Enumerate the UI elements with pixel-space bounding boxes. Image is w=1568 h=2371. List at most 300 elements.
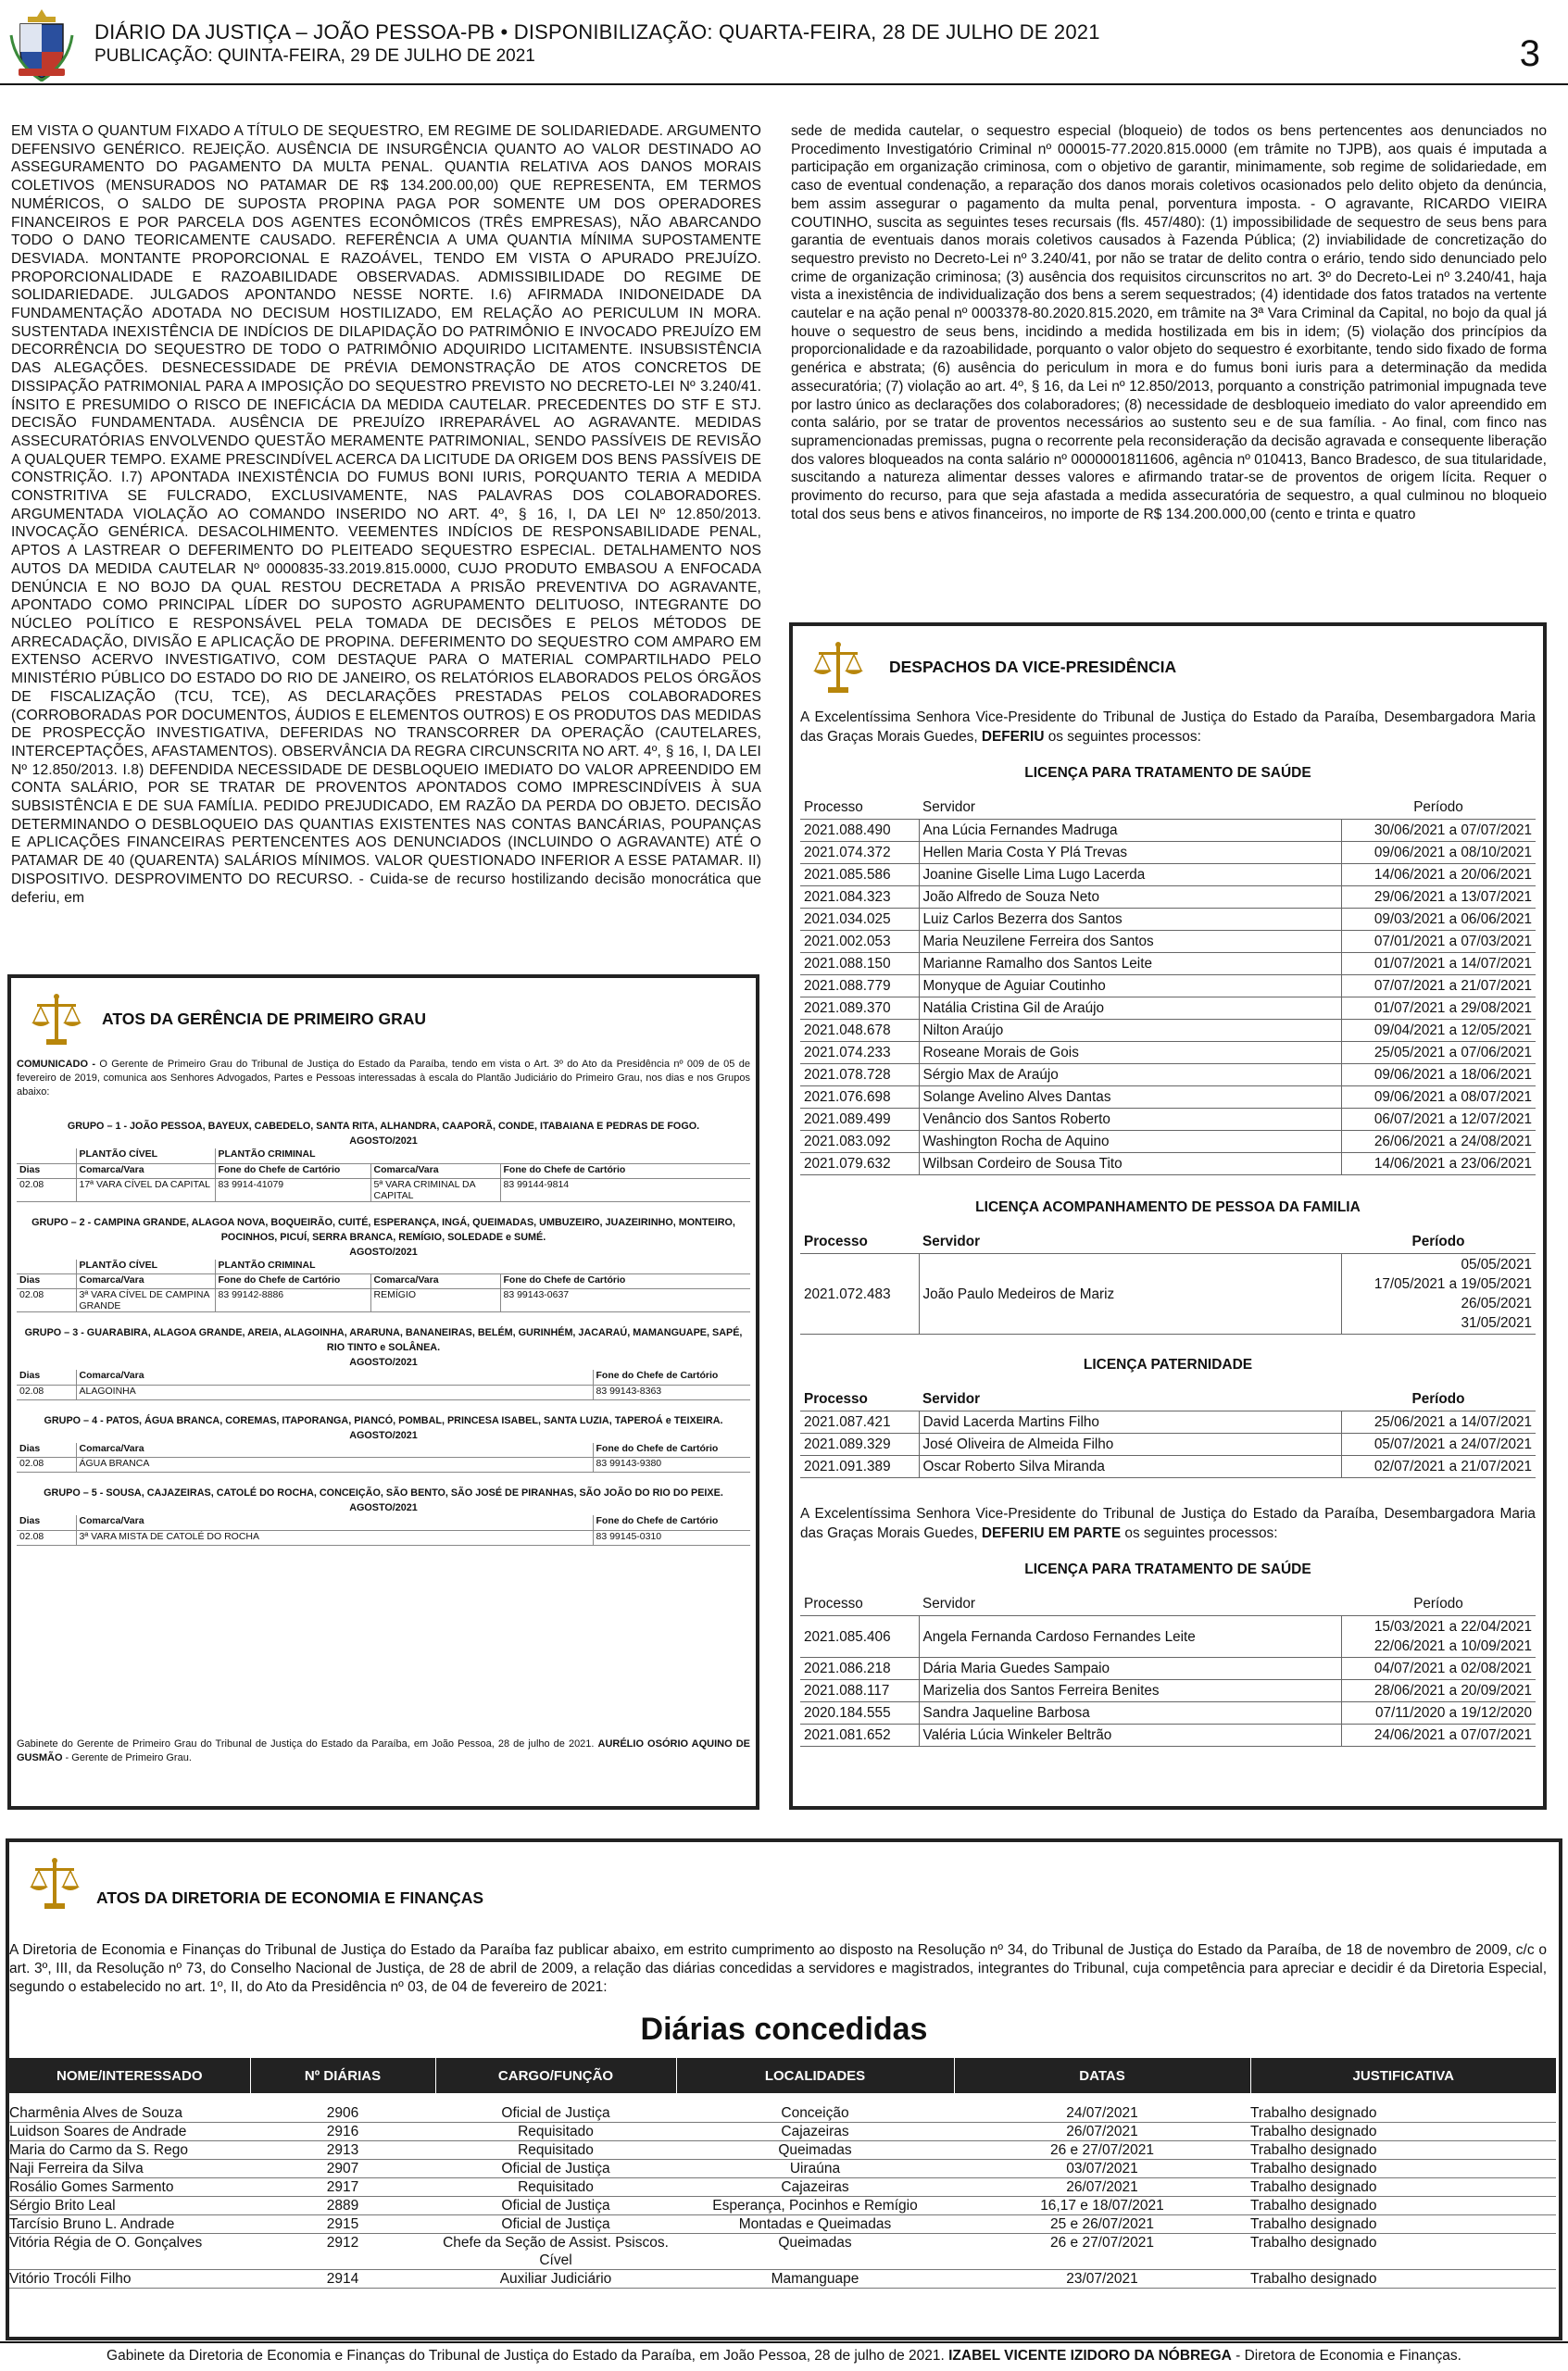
cell-comarca: 3ª VARA MISTA DE CATOLÉ DO ROCHA [76, 1530, 593, 1545]
group-month: AGOSTO/2021 [349, 1135, 418, 1147]
cell-processo: 2021.085.406 [800, 1616, 919, 1658]
cell-justificativa: Trabalho designado [1250, 2160, 1556, 2178]
plantao-table [17, 1370, 750, 1400]
table-row [800, 864, 1536, 886]
cell-nome: Tarcísio Bruno L. Andrade [9, 2215, 250, 2234]
cell-diarias: 2912 [250, 2234, 435, 2270]
page-header [0, 0, 1568, 89]
table-row [800, 1153, 1536, 1175]
t4-header-servidor: Servidor [919, 1592, 1341, 1616]
cell-localidades: Montadas e Queimadas [676, 2215, 954, 2234]
cell-processo: 2021.074.233 [800, 1042, 919, 1064]
table-row [800, 1680, 1536, 1702]
cell-processo: 2021.089.329 [800, 1434, 919, 1456]
spacer-row [9, 2093, 1556, 2104]
cell-justificativa: Trabalho designado [1250, 2178, 1556, 2197]
cell-nome: Maria do Carmo da S. Rego [9, 2141, 250, 2160]
scales-of-justice-icon [809, 639, 867, 696]
empty-cell [17, 1148, 76, 1163]
cell-processo: 2021.091.389 [800, 1456, 919, 1478]
group-title: GRUPO – 5 - SOUSA, CAJAZEIRAS, CATOLÉ DO ROCHA, CONCEIÇÃO, SÃO BENTO, SÃO JOSÉ DE PIRANHAS, SÃO JOÃO DO RIO DO PEIXE. [44, 1487, 723, 1499]
cell-processo: 2021.078.728 [800, 1064, 919, 1086]
t1-header-servidor: Servidor [919, 796, 1341, 820]
cell-datas: 26/07/2021 [954, 2178, 1250, 2197]
cell-fone: 83 99143-9380 [593, 1458, 750, 1473]
table-row [800, 842, 1536, 864]
t2-title: LICENÇA ACOMPANHAMENTO DE PESSOA DA FAMILIA [975, 1199, 1361, 1215]
table-row [800, 1109, 1536, 1131]
cell-servidor: Hellen Maria Costa Y Plá Trevas [919, 842, 1341, 864]
table-row [800, 886, 1536, 909]
cell-fone: 83 99143-8363 [593, 1385, 750, 1399]
cell-processo: 2021.085.586 [800, 864, 919, 886]
comunicado-label: COMUNICADO - [17, 1059, 96, 1070]
cell-processo: 2021.089.370 [800, 997, 919, 1020]
cell-nome: Naji Ferreira da Silva [9, 2160, 250, 2178]
group-title: GRUPO – 1 - JOÃO PESSOA, BAYEUX, CABEDELO, SANTA RITA, ALHANDRA, CAAPORÃ, CONDE, ITABAIANA E PEDRAS DE FOGO. [67, 1121, 700, 1132]
cell-diarias: 2914 [250, 2270, 435, 2289]
cell-periodo: 06/07/2021 a 12/07/2021 [1341, 1109, 1536, 1131]
header-cell: Fone do Chefe de Cartório [500, 1274, 750, 1289]
plantao-table [17, 1148, 750, 1202]
footer-divider [0, 2341, 1568, 2343]
cell-processo: 2021.034.025 [800, 909, 919, 931]
cell-periodo: 07/07/2021 a 21/07/2021 [1341, 975, 1536, 997]
cell-diarias: 2916 [250, 2123, 435, 2141]
cell-localidades: Queimadas [676, 2234, 954, 2270]
plantao-header-row [17, 1163, 750, 1178]
table-row [800, 1042, 1536, 1064]
cell-nome: Vitório Trocóli Filho [9, 2270, 250, 2289]
table-row [17, 1289, 750, 1312]
table-row [800, 1020, 1536, 1042]
cell-processo: 2021.087.421 [800, 1411, 919, 1434]
cell-processo: 2021.072.483 [800, 1254, 919, 1335]
table-row [9, 2215, 1556, 2234]
plantao-table [17, 1443, 750, 1474]
table-row [800, 1456, 1536, 1478]
plantao-table [17, 1515, 750, 1546]
cell-dia: 02.08 [17, 1530, 76, 1545]
closing-role: - Gerente de Primeiro Grau. [62, 1752, 192, 1763]
cell-periodo: 26/06/2021 a 24/08/2021 [1341, 1131, 1536, 1153]
cell-servidor: Washington Rocha de Aquino [919, 1131, 1341, 1153]
coat-of-arms-icon [9, 7, 74, 82]
table-row [17, 1458, 750, 1473]
cell-servidor: Venâncio dos Santos Roberto [919, 1109, 1341, 1131]
header-cell: Fone do Chefe de Cartório [593, 1370, 750, 1385]
cell-processo: 2021.088.150 [800, 953, 919, 975]
spacer-cell [9, 2093, 1556, 2104]
closing-name: AURÉLIO OSÓRIO AQUINO DE GUSMÃO [17, 1738, 750, 1763]
plantao-civel-label: PLANTÃO CÍVEL [76, 1260, 215, 1274]
t3-header-periodo: Período [1341, 1387, 1536, 1411]
plantao-groups [17, 1106, 750, 1546]
cell-periodo: 01/07/2021 a 14/07/2021 [1341, 953, 1536, 975]
table-row [800, 997, 1536, 1020]
periodo-line: 31/05/2021 [1461, 1315, 1532, 1331]
cell-comarca2: REMÍGIO [370, 1289, 500, 1312]
licenca-saude-table [800, 796, 1536, 1175]
licenca-paternidade-table [800, 1387, 1536, 1478]
header-cell: Comarca/Vara [76, 1515, 593, 1530]
table-row [800, 1254, 1536, 1335]
right-column-text: sede de medida cautelar, o sequestro especial (bloqueio) de todos os bens pertencentes aos denunciados no Procedimento Investigatório Criminal nº 000015-77.2020.815.0000 (em trâmite no TJPB), aos quais é imputada a participação em organização criminosa, com o objetivo de garantir, minimamente, sob regime de solidariedade, em caso de eventual condenação, a reparação dos danos morais coletivos ocasionados pelo delito objeto da denúncia, bem assim assegurar o pagamento da multa penal, porventura imposta. - O agravante, RICARDO VIEIRA COUTINHO, suscita as seguintes teses recursais (fls. 457/480): (1) impossibilidade de sequestro de seus bens para garantia de eventuais danos morais coletivos causados à Fazenda Pública; (2) inviabilidade de concretização do sequestro previsto no Decreto-Lei nº 3.240/41, por não se tratar de delito contra o erário, tendo sido denunciado pelo crime de organização criminosa; (3) ausência dos requisitos circunscritos no art. 3º do Decreto-Lei nº 3.240/41, haja vista a inexistência de individualização dos bens a serem sequestrados; (4) identidade dos fatos tratados na vertente cautelar e na ação penal nº 0003378-80.2020.815.2020, em trâmite na 3ª Vara Criminal da Capital, no bojo da qual já houve o sequestro de seus bens, incidindo a medida hostilizada em bis in idem; (5) violação dos princípios da proporcionalidade e da razoabilidade, porquanto o valor objeto do sequestro é exorbitante, tendo sido fixado de forma genérica e abstrata; (6) ausência do periculum in mora e do fumus boni iuris para a determinação da medida assecuratória; (7) violação ao art. 4º, § 16, da Lei nº 12.850/2013, porquanto a constrição patrimonial impugnada teve por lastro único as declarações dos colaboradores; (8) necessidade de desbloqueio imediato do valor apreendido em conta salário, por se tratar de proventos necessários ao sustento seu e de sua família. - Ao final, com finco nas supramencionadas premissas, pugna o recorrente pela reconsideração da decisão agravada e consequente liberação dos valores bloqueados na conta salário nº 0000001811606, agência nº 010413, Banco Bradesco, de sua titularidade, suscitando a natureza alimentar desses valores e afirmando tratar-se de proventos de origem lícita. Requer o provimento do recurso, para que seja afastada a medida assecuratória de sequestro, a qual culminou no bloqueio total dos seus bens e ativos financeiros, no importe de R$ 134.200.000,00 (cento e trinta e quatro [791, 123, 1547, 522]
cell-localidades: Cajazeiras [676, 2178, 954, 2197]
t1-title: LICENÇA PARA TRATAMENTO DE SAÚDE [1024, 765, 1311, 781]
cell-processo: 2021.079.632 [800, 1153, 919, 1175]
table-row [9, 2234, 1556, 2270]
cell-servidor: Oscar Roberto Silva Miranda [919, 1456, 1341, 1478]
header-cell: Fone do Chefe de Cartório [215, 1163, 370, 1178]
gerencia-comunicado [17, 1058, 750, 1099]
cell-nome: Vitória Régia de O. Gonçalves [9, 2234, 250, 2270]
cell-fone: 83 99145-0310 [593, 1530, 750, 1545]
table-row [800, 1411, 1536, 1434]
cell-periodo: 09/06/2021 a 08/07/2021 [1341, 1086, 1536, 1109]
cell-datas: 24/07/2021 [954, 2104, 1250, 2123]
cell-periodo: 24/06/2021 a 07/07/2021 [1341, 1725, 1536, 1747]
table-row [800, 909, 1536, 931]
cell-nome: Luidson Soares de Andrade [9, 2123, 250, 2141]
cell-servidor: Marianne Ramalho dos Santos Leite [919, 953, 1341, 975]
table-row [800, 975, 1536, 997]
cell-periodo [1341, 1616, 1536, 1658]
cell-periodo: 14/06/2021 a 20/06/2021 [1341, 864, 1536, 886]
cell-comarca: ALAGOINHA [76, 1385, 593, 1399]
cell-servidor: David Lacerda Martins Filho [919, 1411, 1341, 1434]
cell-diarias: 2913 [250, 2141, 435, 2160]
header-cargo: CARGO/FUNÇÃO [435, 2058, 676, 2093]
cell-diarias: 2907 [250, 2160, 435, 2178]
cell-localidades: Queimadas [676, 2141, 954, 2160]
cell-processo: 2021.086.218 [800, 1658, 919, 1680]
cell-servidor: Valéria Lúcia Winkeler Beltrão [919, 1725, 1341, 1747]
scales-of-justice-icon [28, 991, 85, 1048]
cell-diarias: 2915 [250, 2215, 435, 2234]
cell-fone: 83 9914-41079 [215, 1178, 370, 1201]
header-cell: Comarca/Vara [76, 1274, 215, 1289]
t2-header-periodo: Período [1341, 1230, 1536, 1254]
cell-processo: 2021.084.323 [800, 886, 919, 909]
header-cell: Dias [17, 1370, 76, 1385]
cell-comarca2: 5ª VARA CRIMINAL DA CAPITAL [370, 1178, 500, 1201]
table-row [800, 1064, 1536, 1086]
comunicado-text: O Gerente de Primeiro Grau do Tribunal de Justiça do Estado da Paraíba, tendo em vista o Art. 3º do Ato da Presidência nº 009 de 05 de fevereiro de 2019, comunica aos Senhores Advogados, Partes e Pessoas interessadas à escala do Plantão Judiciário do Primeiro Grau, nos dias e nos Grupos abaixo: [17, 1059, 750, 1098]
gerencia-box [7, 974, 759, 1810]
table-row [800, 1131, 1536, 1153]
cell-servidor: Natália Cristina Gil de Araújo [919, 997, 1341, 1020]
table-row [800, 931, 1536, 953]
cell-cargo: Auxiliar Judiciário [435, 2270, 676, 2289]
plantao-header-row [17, 1443, 750, 1458]
group-month: AGOSTO/2021 [349, 1429, 418, 1441]
header-cell: Fone do Chefe de Cartório [500, 1163, 750, 1178]
cell-localidades: Cajazeiras [676, 2123, 954, 2141]
cell-cargo: Requisitado [435, 2141, 676, 2160]
cell-diarias: 2889 [250, 2197, 435, 2215]
cell-servidor: Maria Neuzilene Ferreira dos Santos [919, 931, 1341, 953]
cell-periodo: 05/07/2021 a 24/07/2021 [1341, 1434, 1536, 1456]
cell-servidor: João Alfredo de Souza Neto [919, 886, 1341, 909]
footer-name: IZABEL VICENTE IZIDORO DA NÓBREGA [948, 2348, 1232, 2364]
vice-intro-deferiu-em-parte [800, 1504, 1536, 1543]
table-row [800, 1086, 1536, 1109]
cell-periodo: 07/01/2021 a 07/03/2021 [1341, 931, 1536, 953]
cell-datas: 25 e 26/07/2021 [954, 2215, 1250, 2234]
page-number: 3 [1519, 33, 1540, 74]
cell-cargo: Oficial de Justiça [435, 2197, 676, 2215]
cell-processo: 2021.088.779 [800, 975, 919, 997]
gerencia-title: ATOS DA GERÊNCIA DE PRIMEIRO GRAU [102, 1010, 427, 1028]
cell-localidades: Uiraúna [676, 2160, 954, 2178]
plantao-header-row [17, 1515, 750, 1530]
cell-nome: Sérgio Brito Leal [9, 2197, 250, 2215]
plantao-criminal-label: PLANTÃO CRIMINAL [215, 1148, 750, 1163]
cell-processo: 2021.089.499 [800, 1109, 919, 1131]
header-cell: Comarca/Vara [370, 1274, 500, 1289]
t2-header-processo: Processo [800, 1230, 919, 1254]
plantao-header-row [17, 1274, 750, 1289]
periodo-line: 17/05/2021 a 19/05/2021 [1374, 1276, 1532, 1292]
t4-header-processo: Processo [800, 1592, 919, 1616]
group-title: GRUPO – 2 - CAMPINA GRANDE, ALAGOA NOVA, BOQUEIRÃO, CUITÉ, ESPERANÇA, INGÁ, QUEIMADAS, UMBUZEIRO, JUAZEIRINHO, MONTEIRO, POCINHOS, PICUÍ, SERRA BRANCA, REMÍGIO, SOLEDADE e SUMÉ. [31, 1216, 735, 1243]
table-row [9, 2197, 1556, 2215]
cell-dia: 02.08 [17, 1289, 76, 1312]
intro2-text: A Excelentíssima Senhora Vice-Presidente do Tribunal de Justiça do Estado da Paraíba, Desembargadora Maria das Graças Morais Guedes, [800, 1506, 1536, 1541]
cell-diarias: 2906 [250, 2104, 435, 2123]
cell-servidor: Dária Maria Guedes Sampaio [919, 1658, 1341, 1680]
cell-processo: 2021.083.092 [800, 1131, 919, 1153]
t3-header-servidor: Servidor [919, 1387, 1341, 1411]
cell-processo: 2020.184.555 [800, 1702, 919, 1725]
header-cell: Fone do Chefe de Cartório [593, 1443, 750, 1458]
cell-periodo: 25/05/2021 a 07/06/2021 [1341, 1042, 1536, 1064]
gerencia-closing [17, 1737, 750, 1765]
header-justificativa: JUSTIFICATIVA [1250, 2058, 1556, 2093]
vice-intro-deferiu [800, 708, 1536, 746]
cell-periodo: 14/06/2021 a 23/06/2021 [1341, 1153, 1536, 1175]
periodo-line: 05/05/2021 [1461, 1257, 1532, 1273]
cell-dia: 02.08 [17, 1385, 76, 1399]
t1-header-processo: Processo [800, 796, 919, 820]
periodo-line: 15/03/2021 a 22/04/2021 [1374, 1619, 1532, 1635]
header-cell: Dias [17, 1443, 76, 1458]
cell-periodo: 02/07/2021 a 21/07/2021 [1341, 1456, 1536, 1478]
cell-servidor: Luiz Carlos Bezerra dos Santos [919, 909, 1341, 931]
vice-presidencia-box [789, 622, 1547, 1810]
cell-localidades: Mamanguape [676, 2270, 954, 2289]
cell-fone2: 83 99144-9814 [500, 1178, 750, 1201]
t1-header-periodo: Período [1341, 796, 1536, 820]
cell-servidor: Joanine Giselle Lima Lugo Lacerda [919, 864, 1341, 886]
table-row [9, 2160, 1556, 2178]
cell-periodo: 25/06/2021 a 14/07/2021 [1341, 1411, 1536, 1434]
cell-justificativa: Trabalho designado [1250, 2104, 1556, 2123]
cell-servidor: Wilbsan Cordeiro de Sousa Tito [919, 1153, 1341, 1175]
cell-periodo: 09/06/2021 a 08/10/2021 [1341, 842, 1536, 864]
header-cell: Fone do Chefe de Cartório [215, 1274, 370, 1289]
table-row [800, 1725, 1536, 1747]
page-footer [0, 2348, 1568, 2365]
intro1-bold: DEFERIU [981, 729, 1045, 745]
table-row [800, 1702, 1536, 1725]
diarias-table [9, 2058, 1556, 2289]
t4-header-periodo: Período [1341, 1592, 1536, 1616]
empty-cell [17, 1260, 76, 1274]
vice-title: DESPACHOS DA VICE-PRESIDÊNCIA [889, 658, 1177, 676]
cell-datas: 23/07/2021 [954, 2270, 1250, 2289]
table-row [17, 1385, 750, 1399]
cell-nome: Rosálio Gomes Sarmento [9, 2178, 250, 2197]
cell-servidor: Sandra Jaqueline Barbosa [919, 1702, 1341, 1725]
plantao-civel-label: PLANTÃO CÍVEL [76, 1148, 215, 1163]
cell-servidor: Solange Avelino Alves Dantas [919, 1086, 1341, 1109]
table-row [800, 1434, 1536, 1456]
header-cell: Comarca/Vara [76, 1370, 593, 1385]
cell-periodo: 07/11/2020 a 19/12/2020 [1341, 1702, 1536, 1725]
group-title: GRUPO – 3 - GUARABIRA, ALAGOA GRANDE, AREIA, ALAGOINHA, ARARUNA, BANANEIRAS, BELÉM, GURINHÉM, JACARAÚ, MAMANGUAPE, SAPÉ, RIO TINTO e SOLÂNEA. [24, 1327, 743, 1353]
cell-servidor: Nilton Araújo [919, 1020, 1341, 1042]
plantao-header-row [17, 1370, 750, 1385]
header-cell: Comarca/Vara [76, 1163, 215, 1178]
table-row [800, 953, 1536, 975]
group-month: AGOSTO/2021 [349, 1357, 418, 1368]
table-row [9, 2141, 1556, 2160]
closing-text: Gabinete do Gerente de Primeiro Grau do Tribunal de Justiça do Estado da Paraíba, em João Pessoa, 28 de julho de 2021. [17, 1738, 598, 1750]
cell-servidor: Roseane Morais de Gois [919, 1042, 1341, 1064]
cell-processo: 2021.074.372 [800, 842, 919, 864]
plantao-type-row [17, 1260, 750, 1274]
cell-fone: 83 99142-8886 [215, 1289, 370, 1312]
table-row [800, 1658, 1536, 1680]
cell-servidor: Ana Lúcia Fernandes Madruga [919, 820, 1341, 842]
header-cell: Fone do Chefe de Cartório [593, 1515, 750, 1530]
cell-processo: 2021.076.698 [800, 1086, 919, 1109]
cell-periodo: 01/07/2021 a 29/08/2021 [1341, 997, 1536, 1020]
intro2-bold: DEFERIU EM PARTE [981, 1525, 1122, 1541]
header-cell: Dias [17, 1515, 76, 1530]
table-row [800, 820, 1536, 842]
t3-header-processo: Processo [800, 1387, 919, 1411]
cell-justificativa: Trabalho designado [1250, 2234, 1556, 2270]
plantao-table [17, 1260, 750, 1313]
footer-text: Gabinete da Diretoria de Economia e Finanças do Tribunal de Justiça do Estado da Paraíba, em João Pessoa, 28 de julho de 2021. [107, 2348, 949, 2364]
header-cell: Comarca/Vara [76, 1443, 593, 1458]
cell-diarias: 2917 [250, 2178, 435, 2197]
header-nome: NOME/INTERESSADO [9, 2058, 250, 2093]
intro2-tail: os seguintes processos: [1121, 1525, 1278, 1541]
cell-datas: 26/07/2021 [954, 2123, 1250, 2141]
t2-header-servidor: Servidor [919, 1230, 1341, 1254]
header-diarias: Nº DIÁRIAS [250, 2058, 435, 2093]
header-cell: Dias [17, 1163, 76, 1178]
diarias-title: Diárias concedidas [640, 2012, 928, 2047]
cell-periodo: 09/04/2021 a 12/05/2021 [1341, 1020, 1536, 1042]
cell-fone2: 83 99143-0637 [500, 1289, 750, 1312]
cell-localidades: Conceição [676, 2104, 954, 2123]
cell-processo: 2021.048.678 [800, 1020, 919, 1042]
vice-content [800, 708, 1536, 1747]
group-title: GRUPO – 4 - PATOS, ÁGUA BRANCA, COREMAS, ITAPORANGA, PIANCÓ, POMBAL, PRINCESA ISABEL, SANTA LUZIA, TAPEROÁ e TEIXEIRA. [44, 1414, 723, 1426]
plantao-type-row [17, 1148, 750, 1163]
cell-cargo: Oficial de Justiça [435, 2160, 676, 2178]
header-divider [0, 83, 1568, 85]
journal-title: DIÁRIO DA JUSTIÇA – JOÃO PESSOA-PB • DISPONIBILIZAÇÃO: QUARTA-FEIRA, 28 DE JULHO DE 2021 [94, 20, 1100, 44]
table-row [17, 1178, 750, 1201]
header-datas: DATAS [954, 2058, 1250, 2093]
cell-servidor: Angela Fernanda Cardoso Fernandes Leite [919, 1616, 1341, 1658]
cell-cargo: Requisitado [435, 2123, 676, 2141]
table-row [9, 2270, 1556, 2289]
left-column-text: EM VISTA O QUANTUM FIXADO A TÍTULO DE SEQUESTRO, EM REGIME DE SOLIDARIEDADE. ARGUMENTO DEFENSIVO GENÉRICO. REJEIÇÃO. AUSÊNCIA DE INSURGÊNCIA QUANTO AO VALOR DESTINADO AO ASSEGURAMENTO DO PAGAMENTO DA MULTA PENAL. QUANTIA RELATIVA AOS DANOS MORAIS COLETIVOS (MENSURADOS NO PATAMAR DE R$ 134.200.00,00) QUE REPRESENTA, EM TERMOS NUMÉRICOS, O SALDO DE SUPOSTA PROPINA PAGA POR SOMENTE UM DOS OPERADORES FINANCEIROS E POR PARCELA DOS AGENTES ECONÔMICOS (TRÊS EMPRESAS), NÃO ABARCANDO TODO O DANO TEORICAMENTE CAUSADO. REFERÊNCIA A UMA QUANTIA MÍNIMA SUPOSTAMENTE DESVIADA. MONTANTE PROPORCIONAL E RAZOÁVEL, TENDO EM VISTA O APURADO PREJUÍZO. PROPORCIONALIDADE E RAZOABILIDADE OBSERVADAS. ADMISSIBILIDADE DO REGIME DE SOLIDARIEDADE. JULGADOS APONTANDO NESSE NORTE. I.6) AFIRMADA INIDONEIDADE DA FUNDAMENTAÇÃO ADOTADA NO DECISUM HOSTILIZADO, EM RELAÇÃO AO PERICULUM IN MORA. SUSTENTADA INEXISTÊNCIA DE INDÍCIOS DE DILAPIDAÇÃO DO PATRIMÔNIO E INVOCADO PREJUÍZO EM DECORRÊNCIA DO SEQUESTRO DE TODO O PATRIMÔNIO ADQUIRIDO LICITAMENTE. INSUBSISTÊNCIA DAS ALEGAÇÕES. DESNECESSIDADE DE PRÉVIA DEMONSTRAÇÃO DE ATOS CONCRETOS DE DISSIPAÇÃO PATRIMONIAL PARA A IMPOSIÇÃO DO SEQUESTRO PREVISTO NO DECRETO-LEI Nº 3.240/41. ÍNSITO E PRESUMIDO O RISCO DE INEFICÁCIA DA MEDIDA CAUTELAR. PRECEDENTES DO STF E STJ. DECISÃO FUNDAMENTADA. AUSÊNCIA DE PREJUÍZO IRREPARÁVEL AO AGRAVANTE. MEDIDAS ASSECURATÓRIAS ENVOLVENDO QUESTÃO MERAMENTE PATRIMONIAL, SENDO PASSÍVEIS DE REVISÃO A QUALQUER TEMPO. EXAME PRESCINDÍVEL ACERCA DA LICITUDE DA ORIGEM DOS BENS PASSÍVEIS DE CONSTRIÇÃO. I.7) APONTADA INEXISTÊNCIA DO FUMUS BONI IURIS, PORQUANTO TERIA A MEDIDA CONSTRITIVA SE FULCRADO, EXCLUSIVAMENTE, NAS PALAVRAS DOS COLABORADORES. ARGUMENTADA VIOLAÇÃO AO COMANDO INSERIDO NO ART. 4º, § 16, I, DA LEI Nº 12.850/2013. INVOCAÇÃO GENÉRICA. DESACOLHIMENTO. VEEMENTES INDÍCIOS DE RESPONSABILIDADE PENAL, APTOS A LASTREAR O DEFERIMENTO DO PLEITEADO SEQUESTRO ESPECIAL. DETALHAMENTO NOS AUTOS DA MEDIDA CAUTELAR Nº 0000835-33.2019.815.0000, CUJO PRODUTO EMBASOU A ENFOCADA DENÚNCIA E NO BOJO DA QUAL RESTOU DECRETADA A PRISÃO PREVENTIVA DO AGRAVANTE, APONTADO COMO PRINCIPAL LÍDER DO SUPOSTO AGRUPAMENTO DELITUOSO, INTEGRANTE DO NÚCLEO POLÍTICO E RESPONSÁVEL PELA TOMADA DE DECISÕES E PELOS MÉTODOS DE ARRECADAÇÃO, DIVISÃO E APLICAÇÃO DE PROPINA. DEFERIMENTO DO SEQUESTRO COM AMPARO EM EXTENSO ACERVO INVESTIGATIVO, COM DESTAQUE PARA O MATERIAL COMPARTILHADO PELO MINISTÉRIO PÚBLICO DO ESTADO DO RIO DE JANEIRO, OS RELATÓRIOS ELABORADOS PELOS ÓRGÃOS DE FISCALIZAÇÃO (TCU, TCE), AS DECLARAÇÕES PRESTADAS PELOS COLABORADORES (CORROBORADAS POR DOCUMENTOS, ÁUDIOS E ELEMENTOS OUTROS) E OS PRODUTOS DAS MEDIDAS DE PROSPECÇÃO INVESTIGATIVA, DEFERIDAS NO TRANSCORRER DA OPERAÇÃO (CAUTELARES, INTERCEPTAÇÕES, AFASTAMENTOS). OBSERVÂNCIA DA REGRA CIRCUNSCRITA NO ART. 4º, § 16, I, DA LEI Nº 12.850/2013. I.8) DEFENDIDA NECESSIDADE DE DESBLOQUEIO IMEDIATO DO VALOR APREENDIDO EM CONTA SALÁRIO, POR SE TRATAR DE PROVENTOS APONTADOS COMO IMPRESCINDÍVEIS À SUA SUBSISTÊNCIA E DE SUA FAMÍLIA. PEDIDO PREJUDICADO, EM RAZÃO DA PERDA DO OBJETO. DECISÃO DETERMINANDO O DESBLOQUEIO DAS QUANTIAS EXISTENTES NAS CONTAS BANCÁRIAS, POUPANÇAS E APLICAÇÕES FINANCEIRAS PERTENCENTES AOS DENUNCIADOS (INCLUINDO O AGRAVANTE) ATÉ O PATAMAR DE 40 (QUARENTA) SALÁRIOS MÍNIMOS. VALOR QUESTIONADO INFERIOR A ESSE PATAMAR. II) DISPOSITIVO. DESPROVIMENTO DO RECURSO. - Cuida-se de recurso hostilizando decisão monocrática que deferiu, em [11, 123, 761, 906]
cell-cargo: Chefe da Seção de Assist. Psiscos. Cível [435, 2234, 676, 2270]
cell-periodo: 30/06/2021 a 07/07/2021 [1341, 820, 1536, 842]
cell-comarca: 3ª VARA CÍVEL DE CAMPINA GRANDE [76, 1289, 215, 1312]
header-cell: Comarca/Vara [370, 1163, 500, 1178]
cell-processo: 2021.002.053 [800, 931, 919, 953]
cell-comarca: ÁGUA BRANCA [76, 1458, 593, 1473]
footer-role: - Diretora de Economia e Finanças. [1231, 2348, 1461, 2364]
cell-periodo: 04/07/2021 a 02/08/2021 [1341, 1658, 1536, 1680]
intro1-tail: os seguintes processos: [1044, 729, 1201, 745]
cell-datas: 26 e 27/07/2021 [954, 2141, 1250, 2160]
cell-cargo: Requisitado [435, 2178, 676, 2197]
cell-periodo: 09/06/2021 a 18/06/2021 [1341, 1064, 1536, 1086]
cell-datas: 26 e 27/07/2021 [954, 2234, 1250, 2270]
publication-date: PUBLICAÇÃO: QUINTA-FEIRA, 29 DE JULHO DE 2021 [94, 46, 535, 66]
table-row [9, 2178, 1556, 2197]
header-cell: Dias [17, 1274, 76, 1289]
cell-nome: Charmênia Alves de Souza [9, 2104, 250, 2123]
cell-servidor: João Paulo Medeiros de Mariz [919, 1254, 1341, 1335]
cell-localidades: Esperança, Pocinhos e Remígio [676, 2197, 954, 2215]
cell-justificativa: Trabalho designado [1250, 2141, 1556, 2160]
cell-servidor: Sérgio Max de Araújo [919, 1064, 1341, 1086]
cell-justificativa: Trabalho designado [1250, 2197, 1556, 2215]
table-row [9, 2104, 1556, 2123]
periodo-line: 26/05/2021 [1461, 1296, 1532, 1311]
cell-periodo: 29/06/2021 a 13/07/2021 [1341, 886, 1536, 909]
cell-justificativa: Trabalho designado [1250, 2270, 1556, 2289]
t3-title: LICENÇA PATERNIDADE [1083, 1357, 1253, 1373]
table-row [17, 1530, 750, 1545]
cell-periodo: 28/06/2021 a 20/09/2021 [1341, 1680, 1536, 1702]
scales-of-justice-icon [26, 1855, 83, 1913]
cell-processo: 2021.088.117 [800, 1680, 919, 1702]
cell-justificativa: Trabalho designado [1250, 2123, 1556, 2141]
plantao-criminal-label: PLANTÃO CRIMINAL [215, 1260, 750, 1274]
cell-justificativa: Trabalho designado [1250, 2215, 1556, 2234]
licenca-familia-table [800, 1230, 1536, 1335]
intro1-text: A Excelentíssima Senhora Vice-Presidente do Tribunal de Justiça do Estado da Paraíba, Desembargadora Maria das Graças Morais Guedes, [800, 709, 1536, 745]
periodo-line: 22/06/2021 a 10/09/2021 [1374, 1638, 1532, 1654]
header-localidades: LOCALIDADES [676, 2058, 954, 2093]
cell-cargo: Oficial de Justiça [435, 2104, 676, 2123]
cell-periodo: 09/03/2021 a 06/06/2021 [1341, 909, 1536, 931]
cell-datas: 03/07/2021 [954, 2160, 1250, 2178]
economia-intro: A Diretoria de Economia e Finanças do Tribunal de Justiça do Estado da Paraíba faz publicar abaixo, em estrito cumprimento ao disposto na Resolução nº 34, do Tribunal de Justiça do Estado da Paraíba, de 18 de novembro de 2009, c/c o art. 3º, III, da Resolução nº 73, do Conselho Nacional de Justiça, de 28 de abril de 2009, a relação das diárias concedidas a servidores e magistrados, integrantes do Tribunal, cuja competência para apreciar e decidir é da Diretoria Especial, segundo o estabelecido no art. 1º, II, do Ato da Presidência nº 03, de 04 de fevereiro de 2021: [9, 1942, 1547, 1995]
cell-servidor: Marizelia dos Santos Ferreira Benites [919, 1680, 1341, 1702]
cell-processo: 2021.081.652 [800, 1725, 919, 1747]
cell-dia: 02.08 [17, 1178, 76, 1201]
group-month: AGOSTO/2021 [349, 1246, 418, 1258]
cell-servidor: Monyque de Aguiar Coutinho [919, 975, 1341, 997]
cell-periodo [1341, 1254, 1536, 1335]
cell-datas: 16,17 e 18/07/2021 [954, 2197, 1250, 2215]
table-row [9, 2123, 1556, 2141]
group-month: AGOSTO/2021 [349, 1502, 418, 1513]
